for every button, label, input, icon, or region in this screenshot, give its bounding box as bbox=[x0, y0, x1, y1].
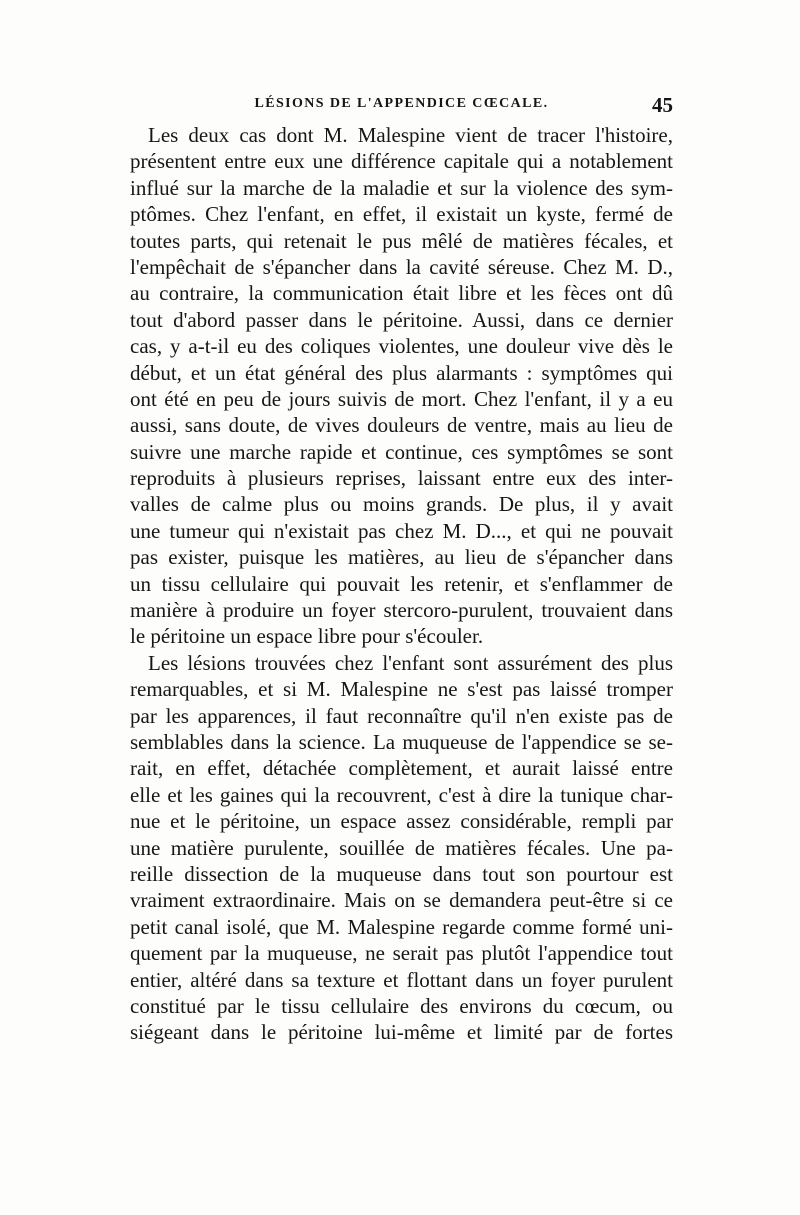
text-line: petit canal isolé, que M. Malespine regarde comme formé uni- bbox=[130, 914, 673, 939]
text-line: rait, en effet, détachée complètement, et aurait laissé entre bbox=[130, 756, 673, 781]
paragraph bbox=[130, 650, 673, 1046]
body-text bbox=[130, 122, 673, 1046]
paragraph bbox=[130, 122, 673, 650]
text-line: reille dissection de la muqueuse dans tout son pourtour est bbox=[130, 861, 673, 886]
text-line: constitué par le tissu cellulaire des environs du cœcum, ou bbox=[130, 993, 673, 1018]
text-line: aussi, sans doute, de vives douleurs de ventre, mais au lieu de bbox=[130, 413, 673, 438]
text-line: présentent entre eux une différence capitale qui a notablement bbox=[130, 149, 673, 174]
text-line: vraiment extraordinaire. Mais on se demandera peut-être si ce bbox=[130, 888, 673, 913]
text-line: pas exister, puisque les matières, au lieu de s'épancher dans bbox=[130, 545, 673, 570]
text-line: entier, altéré dans sa texture et flottant dans un foyer purulent bbox=[130, 967, 673, 992]
text-line: cas, y a-t-il eu des coliques violentes, une douleur vive dès le bbox=[130, 334, 673, 359]
text-line: influé sur la marche de la maladie et sur la violence des sym- bbox=[130, 175, 673, 200]
text-line: tout d'abord passer dans le péritoine. Aussi, dans ce dernier bbox=[130, 307, 673, 332]
text-line: au contraire, la communication était libre et les fèces ont dû bbox=[130, 281, 673, 306]
text-line: un tissu cellulaire qui pouvait les retenir, et s'enflammer de bbox=[130, 571, 673, 596]
text-line: semblables dans la science. La muqueuse de l'appendice se se- bbox=[130, 729, 673, 754]
text-line: ont été en peu de jours suivis de mort. Chez l'enfant, il y a eu bbox=[130, 386, 673, 411]
text-line: l'empêchait de s'épancher dans la cavité séreuse. Chez M. D., bbox=[130, 254, 673, 279]
text-line: valles de calme plus ou moins grands. De plus, il y avait bbox=[130, 492, 673, 517]
text-line: ptômes. Chez l'enfant, en effet, il existait un kyste, fermé de bbox=[130, 202, 673, 227]
text-line: suivre une marche rapide et continue, ces symptômes se sont bbox=[130, 439, 673, 464]
running-head bbox=[130, 93, 673, 120]
text-line: remarquables, et si M. Malespine ne s'est pas laissé tromper bbox=[130, 677, 673, 702]
running-title: LÉSIONS DE L'APPENDICE CŒCALE. bbox=[254, 96, 549, 111]
page-number: 45 bbox=[652, 93, 673, 117]
text-line: par les apparences, il faut reconnaître qu'il n'en existe pas de bbox=[130, 703, 673, 728]
text-line: une matière purulente, souillée de matières fécales. Une pa- bbox=[130, 835, 673, 860]
text-line: une tumeur qui n'existait pas chez M. D..., et qui ne pouvait bbox=[130, 518, 673, 543]
text-line: début, et un état général des plus alarmants : symptômes qui bbox=[130, 360, 673, 385]
text-line: Les lésions trouvées chez l'enfant sont assurément des plus bbox=[148, 650, 673, 675]
text-line: manière à produire un foyer stercoro-purulent, trouvaient dans bbox=[130, 598, 673, 623]
text-line: elle et les gaines qui la recouvrent, c'est à dire la tunique char- bbox=[130, 782, 673, 807]
text-line: quement par la muqueuse, ne serait pas plutôt l'appendice tout bbox=[130, 941, 673, 966]
text-line: reproduits à plusieurs reprises, laissant entre eux des inter- bbox=[130, 466, 673, 491]
text-line: Les deux cas dont M. Malespine vient de tracer l'histoire, bbox=[148, 123, 673, 147]
text-line: toutes parts, qui retenait le pus mêlé de matières fécales, et bbox=[130, 228, 673, 253]
text-line: le péritoine un espace libre pour s'écouler. bbox=[130, 624, 484, 649]
text-line: nue et le péritoine, un espace assez considérable, rempli par bbox=[130, 809, 673, 834]
text-line: siégeant dans le péritoine lui-même et limité par de fortes bbox=[130, 1020, 673, 1045]
